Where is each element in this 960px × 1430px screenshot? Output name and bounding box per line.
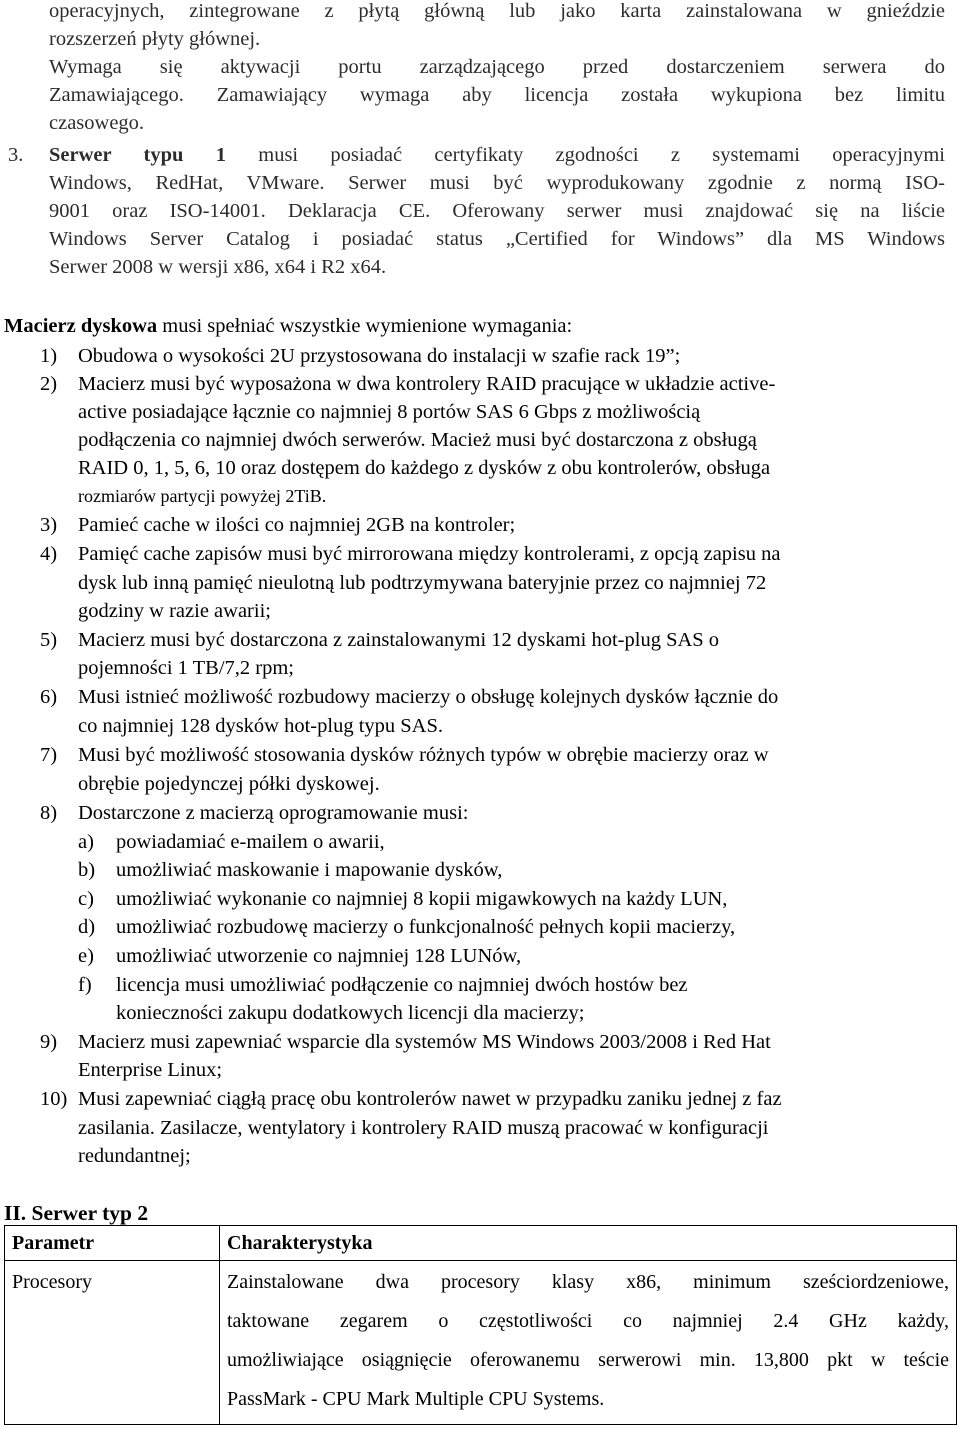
item-3-line: Windows Server Catalog i posiadać status „Certified for Windows” dla MS Windows [49, 228, 945, 250]
item-3-first-line [49, 141, 945, 169]
list-item-line: co najmniej 128 dysków hot-plug typu SAS. [78, 715, 444, 737]
list-number: 1) [40, 345, 58, 367]
sublist-item-line: umożliwiać utworzenie co najmniej 128 LUNów, [116, 945, 522, 967]
table-row [5, 1261, 957, 1425]
list-number: 7) [40, 744, 58, 766]
table-cell-desc [220, 1261, 957, 1425]
intro-line: operacyjnych, zintegrowane z płytą główną lub jako karta zainstalowana w gnieździe [49, 0, 945, 22]
list-item-line: Musi istnieć możliwość rozbudowy macierzy o obsługę kolejnych dysków łącznie do [78, 686, 779, 708]
sublist-item-line: umożliwiać maskowanie i mapowanie dysków, [116, 859, 503, 881]
list-item-line: Macierz musi być wyposażona w dwa kontrolery RAID pracujące w układzie active- [78, 373, 776, 395]
list-item-line: godziny w razie awarii; [78, 600, 271, 622]
sublist-item-line: umożliwiać wykonanie co najmniej 8 kopii migawkowych na każdy LUN, [116, 888, 728, 910]
array-heading-bold: Macierz dyskowa [4, 315, 158, 337]
table-cell-desc-line: taktowane zegarem o częstotliwości co najmniej 2.4 GHz każdy, [227, 1310, 949, 1332]
list-item-line: zasilania. Zasilacze, wentylatory i kontrolery RAID muszą pracować w konfiguracji [78, 1117, 769, 1139]
array-heading-rest: musi spełniać wszystkie wymienione wymagania: [157, 315, 573, 337]
list-item-line: podłączenia co najmniej dwóch serwerów. Macież musi być dostarczona z obsługą [78, 429, 757, 451]
list-number: 10) [40, 1088, 68, 1110]
sublist-item-line: powiadamiać e-mailem o awarii, [116, 831, 385, 853]
list-item-line: Macierz musi zapewniać wsparcie dla systemów MS Windows 2003/2008 i Red Hat [78, 1031, 771, 1053]
sublist-letter: e) [78, 945, 94, 967]
list-item-line: Enterprise Linux; [78, 1059, 223, 1081]
sublist-letter: a) [78, 831, 94, 853]
list-number: 5) [40, 629, 58, 651]
list-item-line: Dostarczone z macierzą oprogramowanie musi: [78, 802, 469, 824]
table-cell-desc-line: PassMark - CPU Mark Multiple CPU Systems. [227, 1388, 605, 1410]
table-header-row [5, 1226, 957, 1261]
sublist-item-line: konieczności zakupu dodatkowych licencji dla macierzy; [116, 1002, 585, 1024]
sublist-letter: d) [78, 916, 96, 938]
list-item-line: Musi zapewniać ciągłą pracę obu kontrolerów nawet w przypadku zaniku jednej z faz [78, 1088, 782, 1110]
list-item-line: active posiadające łącznie co najmniej 8 portów SAS 6 Gbps z możliwością [78, 401, 701, 423]
item-3-line: Windows, RedHat, VMware. Serwer musi być wyprodukowany zgodnie z normą ISO- [49, 172, 945, 194]
list-item-line: redundantnej; [78, 1145, 191, 1167]
intro-line: rozszerzeń płyty głównej. [49, 28, 261, 50]
list-item-line: rozmiarów partycji powyżej 2TiB. [78, 486, 327, 506]
list-item-line: Pamięć cache zapisów musi być mirrorowana między kontrolerami, z opcją zapisu na [78, 543, 781, 565]
list-item-line: dysk lub inną pamięć nieulotną lub podtrzymywana bateryjnie przez co najmniej 72 [78, 572, 767, 594]
list-item-line: RAID 0, 1, 5, 6, 10 oraz dostępem do każdego z dysków z obu kontrolerów, obsługa [78, 457, 771, 479]
intro-line: Zamawiającego. Zamawiający wymaga aby licencja została wykupiona bez limitu [49, 84, 945, 106]
list-item-line: pojemności 1 TB/7,2 rpm; [78, 657, 295, 679]
intro-line: Wymaga się aktywacji portu zarządzającego przed dostarczeniem serwera do [49, 56, 945, 78]
list-item-line: Pamieć cache w ilości co najmniej 2GB na kontroler; [78, 514, 516, 536]
table-cell-param: Procesory [5, 1261, 220, 1425]
list-item-line: Macierz musi być dostarczona z zainstalowanymi 12 dyskami hot-plug SAS o [78, 629, 720, 651]
section-title: II. Serwer typ 2 [4, 1201, 149, 1225]
intro-line: czasowego. [49, 112, 145, 134]
list-number: 9) [40, 1031, 58, 1053]
sublist-item-line: licencja musi umożliwiać podłączenie co najmniej dwóch hostów bez [116, 974, 688, 996]
list-number: 6) [40, 686, 58, 708]
list-number: 3) [40, 514, 58, 536]
item-3-line: musi posiadać certyfikaty zgodności z systemami operacyjnymi [258, 144, 945, 166]
list-number: 4) [40, 543, 58, 565]
table-header-desc: Charakterystyka [220, 1226, 957, 1261]
sublist-item-line: umożliwiać rozbudowę macierzy o funkcjonalność pełnych kopii macierzy, [116, 916, 736, 938]
spec-table [4, 1225, 957, 1425]
list-item-line: Musi być możliwość stosowania dysków różnych typów w obrębie macierzy oraz w [78, 744, 769, 766]
table-cell-desc-line: Zainstalowane dwa procesory klasy x86, minimum sześciordzeniowe, [227, 1271, 949, 1293]
table-cell-desc-line: umożliwiające osiągnięcie oferowanemu serwerowi min. 13,800 pkt w teście [227, 1349, 949, 1371]
item-3-line: Serwer 2008 w wersji x86, x64 i R2 x64. [49, 256, 387, 278]
table-header-param: Parametr [5, 1226, 220, 1261]
list-number: 8) [40, 802, 58, 824]
sublist-letter: f) [78, 974, 92, 996]
list-number: 2) [40, 373, 58, 395]
sublist-letter: b) [78, 859, 96, 881]
item-number: 3. [8, 144, 24, 166]
item-3-line: 9001 oraz ISO-14001. Deklaracja CE. Oferowany serwer musi znajdować się na liście [49, 200, 945, 222]
item-3-bold: Serwer typu 1 [49, 144, 226, 166]
list-item-line: obrębie pojedynczej półki dyskowej. [78, 773, 380, 795]
array-heading [4, 312, 572, 340]
sublist-letter: c) [78, 888, 94, 910]
list-item-line: Obudowa o wysokości 2U przystosowana do instalacji w szafie rack 19”; [78, 345, 681, 367]
